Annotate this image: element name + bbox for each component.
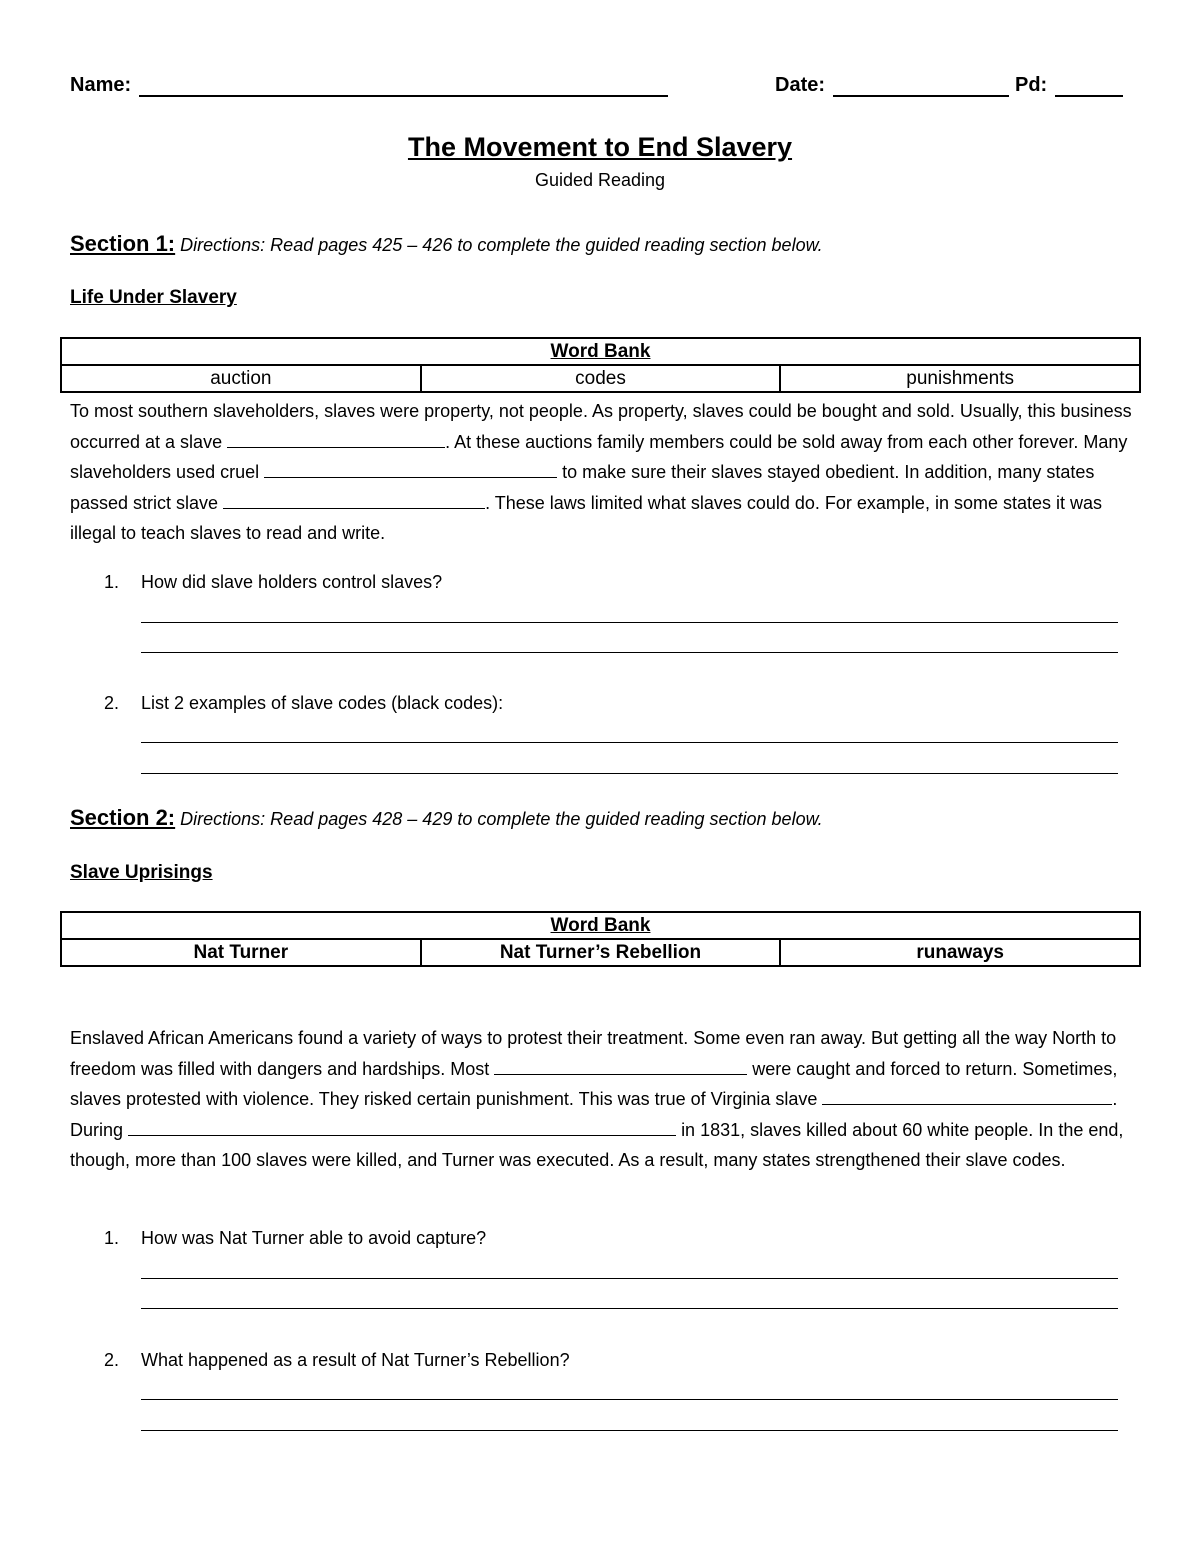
- page-subtitle: Guided Reading: [534, 170, 666, 190]
- name-field[interactable]: [139, 95, 668, 97]
- word-bank-word: runaways: [780, 939, 1140, 966]
- blank-punishments[interactable]: [264, 461, 557, 478]
- answer-line[interactable]: [141, 1278, 1118, 1279]
- answer-line[interactable]: [141, 652, 1118, 653]
- blank-codes[interactable]: [223, 492, 485, 509]
- question-number: 2.: [104, 1350, 120, 1370]
- answer-line[interactable]: [141, 1399, 1118, 1400]
- question-text: List 2 examples of slave codes (black codes):: [141, 693, 504, 713]
- question-text: How did slave holders control slaves?: [141, 572, 443, 592]
- answer-line[interactable]: [141, 622, 1118, 623]
- page-title: The Movement to End Slavery: [407, 132, 793, 162]
- section2-word-bank: [60, 911, 1141, 967]
- period-label: Pd:: [1015, 74, 1048, 96]
- word-bank-word: Nat Turner: [61, 939, 421, 966]
- section2-directions: Directions: Read pages 428 – 429 to complete the guided reading section below.: [180, 809, 823, 829]
- answer-line[interactable]: [141, 742, 1118, 743]
- blank-auction[interactable]: [227, 431, 445, 448]
- word-bank-header: Word Bank: [61, 912, 1140, 939]
- date-field[interactable]: [833, 95, 1009, 97]
- section1-header: [70, 231, 823, 257]
- date-label: Date:: [775, 74, 826, 96]
- section2-topic: Slave Uprisings: [70, 862, 213, 883]
- word-bank-word: punishments: [780, 365, 1140, 392]
- name-label: Name:: [70, 74, 132, 96]
- question-number: 1.: [104, 572, 120, 592]
- answer-line[interactable]: [141, 1430, 1118, 1431]
- word-bank-word: auction: [61, 365, 421, 392]
- question-number: 2.: [104, 693, 120, 713]
- section1-word-bank: [60, 337, 1141, 393]
- answer-line[interactable]: [141, 1308, 1118, 1309]
- period-field[interactable]: [1055, 95, 1123, 97]
- question-text: What happened as a result of Nat Turner’s Rebellion?: [141, 1350, 570, 1370]
- section1-directions: Directions: Read pages 425 – 426 to complete the guided reading section below.: [180, 235, 823, 255]
- section2-header: [70, 805, 823, 831]
- question-number: 1.: [104, 1228, 120, 1248]
- section1-heading: Section 1:: [70, 231, 176, 256]
- blank-runaways[interactable]: [494, 1058, 747, 1075]
- blank-nat-turner[interactable]: [822, 1088, 1112, 1105]
- word-bank-word: Nat Turner’s Rebellion: [421, 939, 781, 966]
- blank-nat-turners-rebellion[interactable]: [128, 1119, 676, 1136]
- section2-heading: Section 2:: [70, 805, 176, 830]
- section2-paragraph: Enslaved African Americans found a variety of ways to protest their treatment. Some even ran away. But getting all the way North to freedom was filled with dangers and hardships. Most were caught and forced to return. Sometimes, slaves protested with violence. They risked certain punishment. This was true of Virginia slave . During in 1831, slaves killed about 60 white people. In the end, though, more than 100 slaves were killed, and Turner was executed. As a result, many states strengthened their slave codes.: [70, 1028, 1124, 1170]
- section1-topic: Life Under Slavery: [70, 287, 237, 308]
- section1-paragraph: To most southern slaveholders, slaves were property, not people. As property, slaves could be bought and sold. Usually, this business occurred at a slave . At these auctions family members could be sold away from each other forever. Many slaveholders used cruel to make sure their slaves stayed obedient. In addition, many states passed strict slave . These laws limited what slaves could do. For example, in some states it was illegal to teach slaves to read and write.: [70, 401, 1132, 543]
- word-bank-word: codes: [421, 365, 781, 392]
- answer-line[interactable]: [141, 773, 1118, 774]
- question-text: How was Nat Turner able to avoid capture?: [141, 1228, 487, 1248]
- word-bank-header: Word Bank: [61, 338, 1140, 365]
